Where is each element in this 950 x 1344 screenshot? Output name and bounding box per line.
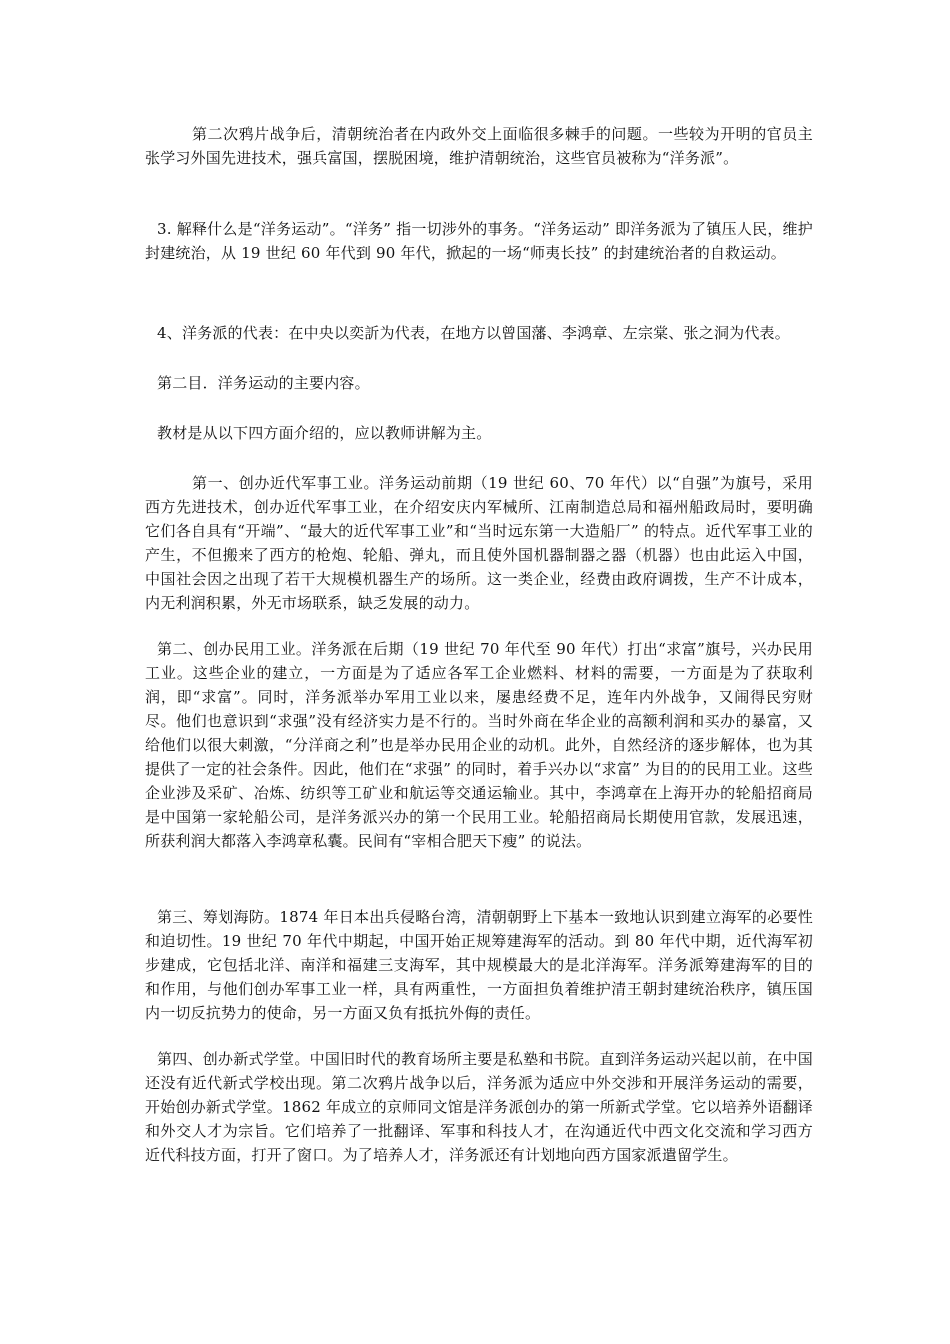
paragraph-new-schools: 第四、创办新式学堂。中国旧时代的教育场所主要是私塾和书院。直到洋务运动兴起以前，在中国还没有近代新式学校出现。第二次鸦片战争以后，洋务派为适应中外交涉和开展洋务运动的需要，开始创办新式学堂。1862 年成立的京师同文馆是洋务派创办的第一所新式学堂。它以培养外语翻译和外交人才为宗旨。它们培养了一批翻译、军事和科技人才，在沟通近代中西文化交流和学习西方近代科技方面，打开了窗口。为了培养人才，洋务派还有计划地向西方国家派遣留学生。 xyxy=(145,1050,813,1164)
paragraph-representatives: 4、洋务派的代表：在中央以奕訢为代表，在地方以曾国藩、李鸿章、左宗棠、张之洞为代表。 xyxy=(157,324,790,342)
paragraph-intro: 第二次鸦片战争后，清朝统治者在内政外交上面临很多棘手的问题。一些较为开明的官员主张学习外国先进技术，强兵富国，摆脱困境，维护清朝统治，这些官员被称为“洋务派”。 xyxy=(145,125,813,167)
paragraph-military-industry: 第一、创办近代军事工业。洋务运动前期（19 世纪 60、70 年代）以“自强”为旗号，采用西方先进技术，创办近代军事工业，在介绍安庆内军械所、江南制造总局和福州船政局时，要明确它们各自具有“开端”、“最大的近代军事工业”和“当时远东第一大造船厂” 的特点。近代军事工业的产生，不但搬来了西方的枪炮、轮船、弹丸，而且使外国机器制器之器（机器）也由此运入中国，中国社会因之出现了若干大规模机器生产的场所。这一类企业，经费由政府调拨，生产不计成本，内无利润积累，外无市场联系，缺乏发展的动力。 xyxy=(145,474,813,612)
section-heading: 第二目．洋务运动的主要内容。 xyxy=(157,374,370,392)
paragraph-civil-industry: 第二、创办民用工业。洋务派在后期（19 世纪 70 年代至 90 年代）打出“求富”旗号，兴办民用工业。这些企业的建立，一方面是为了适应各军工企业燃料、材料的需要，一方面是为了获取利润，即“求富”。同时，洋务派举办军用工业以来，屡患经费不足，连年内外战争，又闹得民穷财尽。他们也意识到“求强”没有经济实力是不行的。当时外商在华企业的高额利润和买办的暴富，又给他们以很大刺激，“分洋商之利”也是举办民用企业的动机。此外，自然经济的逐步解体，也为其提供了一定的社会条件。因此，他们在“求强” 的同时，着手兴办以“求富” 为目的的民用工业。这些企业涉及采矿、冶炼、纺织等工矿业和航运等交通运输业。其中，李鸿章在上海开办的轮船招商局是中国第一家轮船公司，是洋务派兴办的第一个民用工业。轮船招商局长期使用官款，发展迅速，所获利润大都落入李鸿章私囊。民间有“宰相合肥天下瘦” 的说法。 xyxy=(145,640,813,850)
paragraph-teaching-note: 教材是从以下四方面介绍的，应以教师讲解为主。 xyxy=(157,424,492,442)
paragraph-definition: 3. 解释什么是“洋务运动”。“洋务” 指一切涉外的事务。“洋务运动” 即洋务派为了镇压人民，维护封建统治，从 19 世纪 60 年代到 90 年代，掀起的一场“师夷长技” 的封建统治者的自救运动。 xyxy=(145,220,813,262)
paragraph-naval-defense: 第三、筹划海防。1874 年日本出兵侵略台湾，清朝朝野上下基本一致地认识到建立海军的必要性和迫切性。19 世纪 70 年代中期起，中国开始正规筹建海军的活动。到 80 年代中期，近代海军初步建成，它包括北洋、南洋和福建三支海军，其中规模最大的是北洋海军。洋务派筹建海军的目的和作用，与他们创办军事工业一样，具有两重性，一方面担负着维护清王朝封建统治秩序，镇压国内一切反抗势力的使命，另一方面又负有抵抗外侮的责任。 xyxy=(145,908,813,1022)
